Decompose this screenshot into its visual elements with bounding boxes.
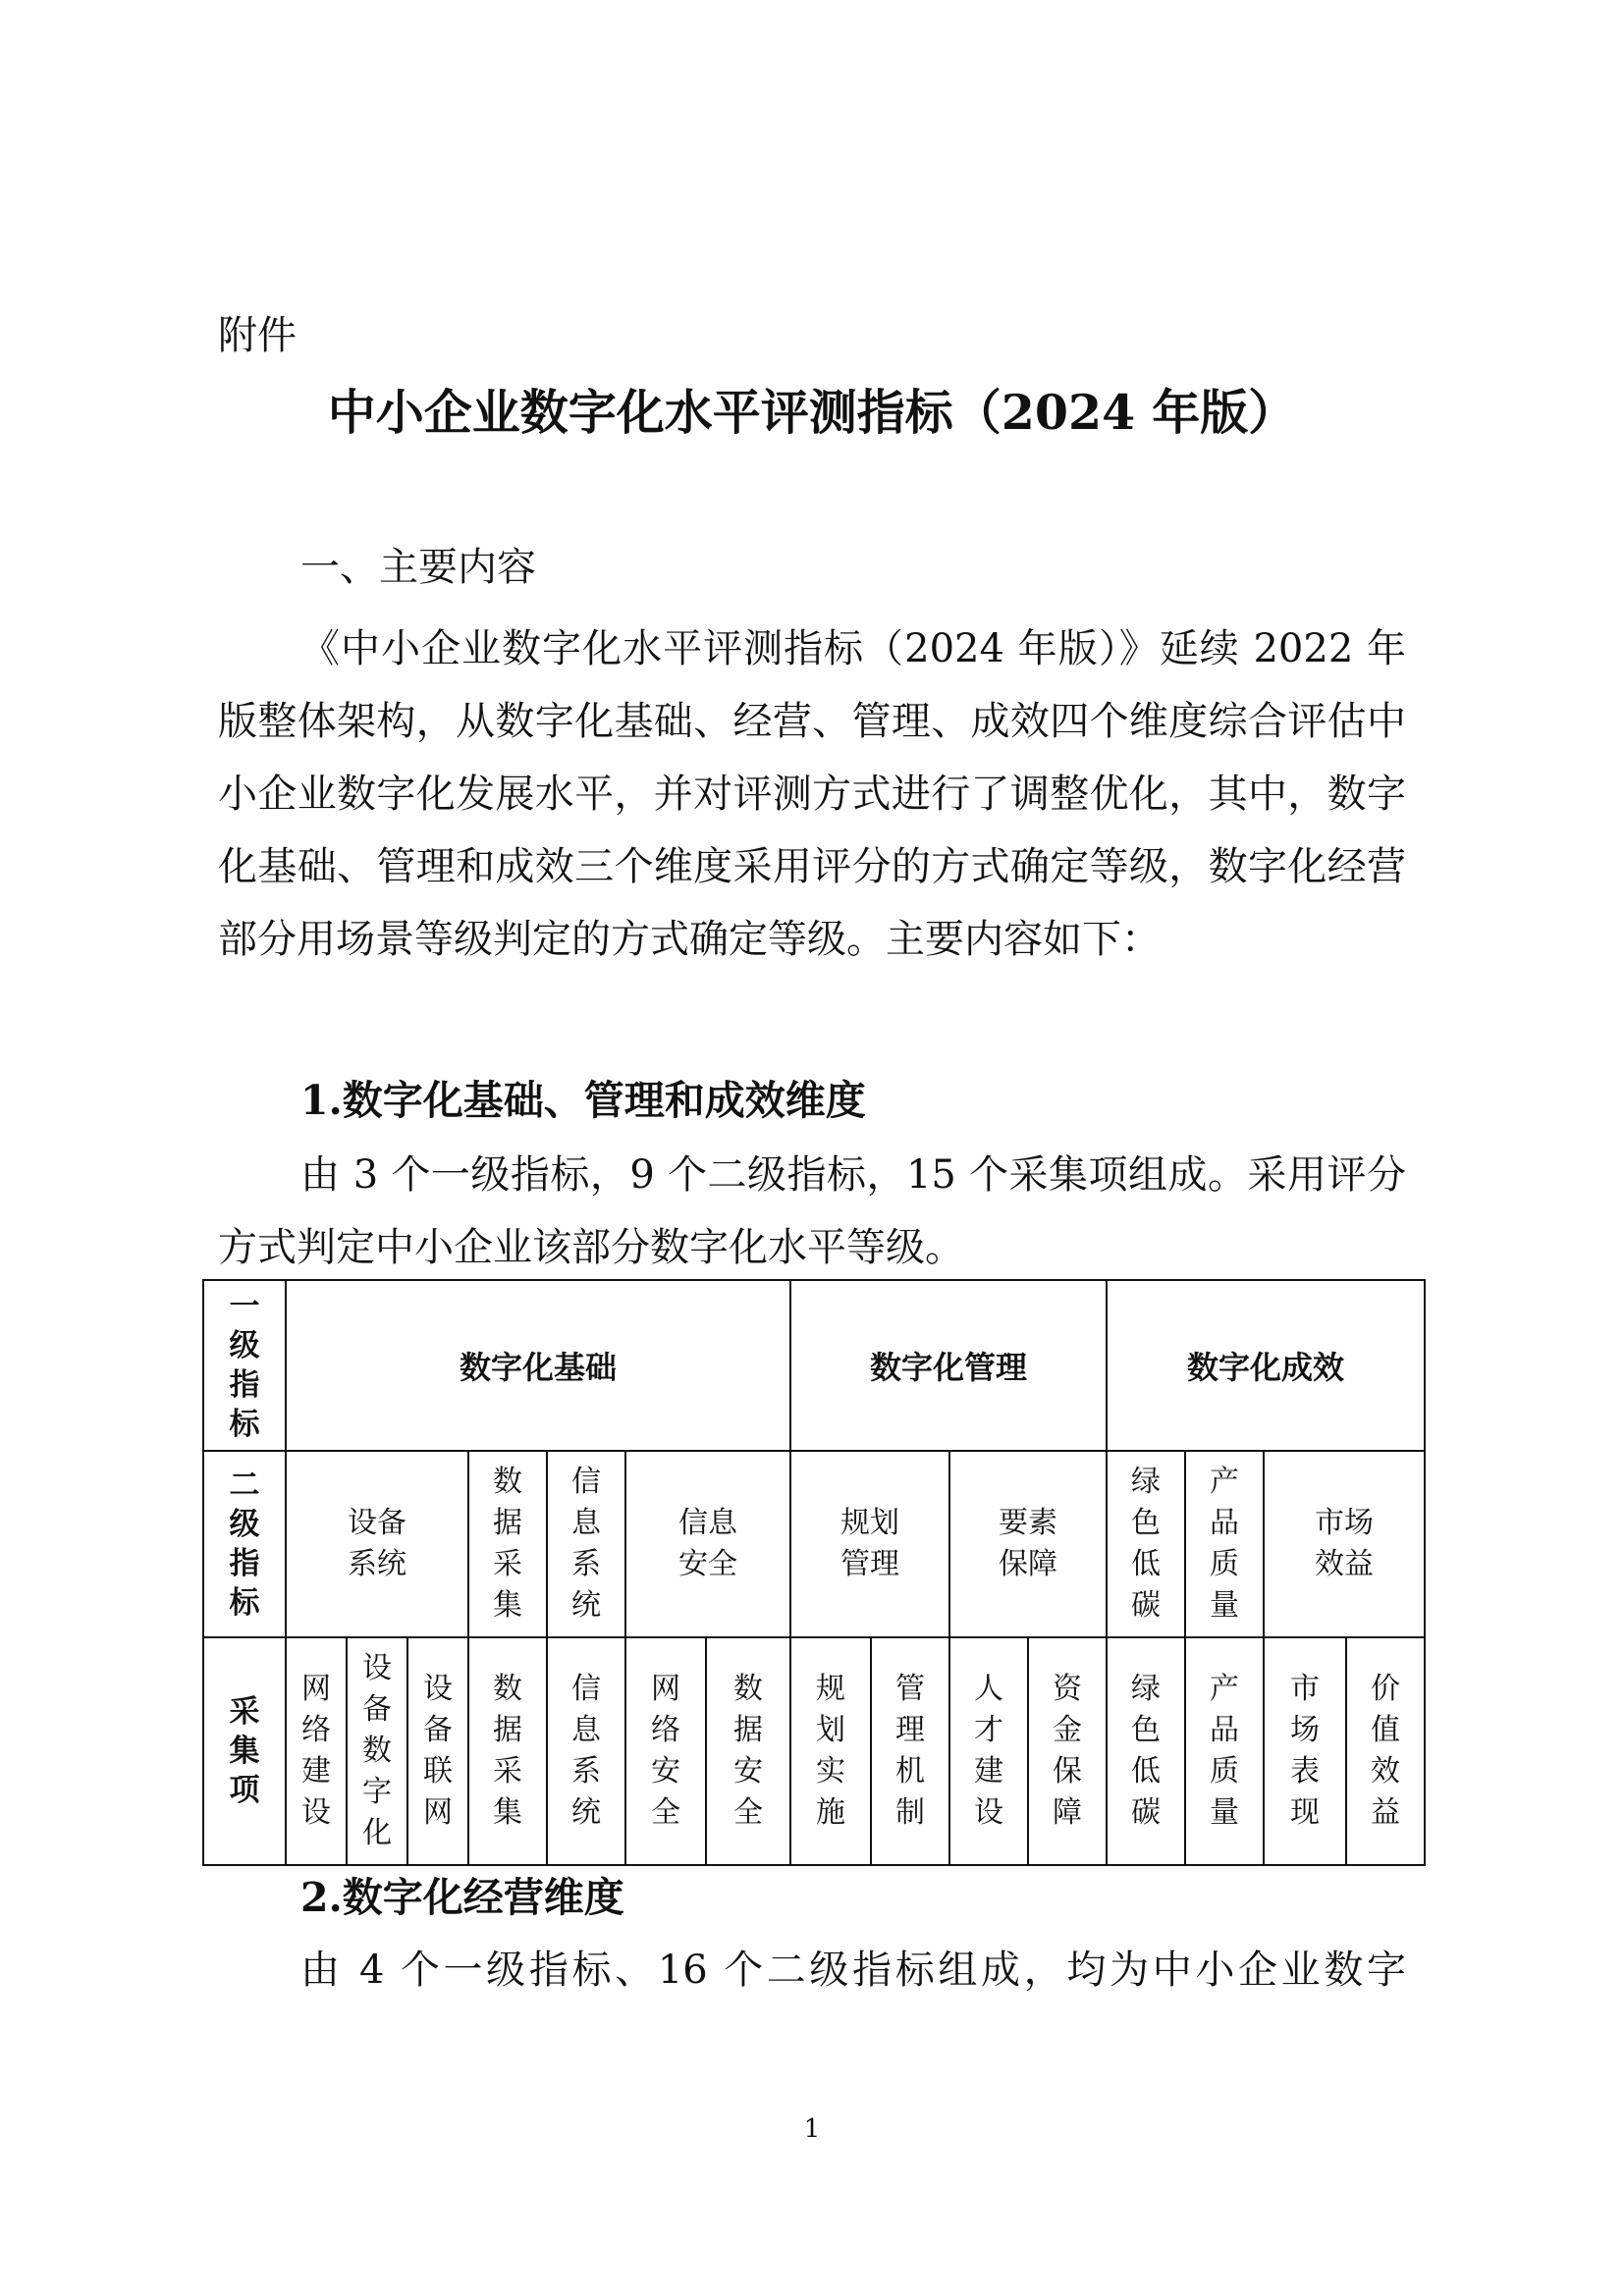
row-label-level2: 二级指标 (203, 1451, 286, 1637)
level2-cell: 信息系统 (547, 1451, 625, 1637)
level2-cell: 规划管理 (790, 1451, 949, 1637)
level2-cell: 绿色低碳 (1107, 1451, 1185, 1637)
level1-cell: 数字化成效 (1107, 1280, 1425, 1451)
item-cell: 管理机制 (871, 1637, 949, 1865)
item-cell: 设备数字化 (347, 1637, 407, 1865)
item-cell: 价值效益 (1346, 1637, 1425, 1865)
item-cell: 数据安全 (706, 1637, 790, 1865)
indicator-table (202, 1279, 1426, 1866)
subsection-heading-1: 1.数字化基础、管理和成效维度 (300, 1077, 866, 1124)
level2-cell: 设备系统 (286, 1451, 468, 1637)
item-cell: 设备联网 (407, 1637, 468, 1865)
row-label-items: 采集项 (203, 1637, 286, 1865)
item-cell: 人才建设 (949, 1637, 1028, 1865)
document-title: 中小企业数字化水平评测指标（2024 年版） (327, 384, 1297, 441)
item-cell: 产品质量 (1185, 1637, 1264, 1865)
level2-cell: 信息安全 (625, 1451, 790, 1637)
item-cell: 网络建设 (286, 1637, 347, 1865)
attachment-label: 附件 (218, 313, 297, 358)
subsection-paragraph-1: 由 3 个一级指标，9 个二级指标，15 个采集项组成。采用评分方式判定中小企业该部分数字化水平等级。 (218, 1152, 1406, 1270)
row-label-level1: 一级指标 (203, 1280, 286, 1451)
item-cell: 资金保障 (1028, 1637, 1107, 1865)
level2-cell: 数据采集 (468, 1451, 547, 1637)
item-cell: 规划实施 (790, 1637, 871, 1865)
section-heading: 一、主要内容 (300, 545, 536, 590)
level2-cell: 要素保障 (949, 1451, 1107, 1637)
item-cell: 数据采集 (468, 1637, 547, 1865)
level2-cell: 产品质量 (1185, 1451, 1264, 1637)
level2-cell: 市场效益 (1264, 1451, 1425, 1637)
item-cell: 网络安全 (625, 1637, 706, 1865)
item-cell: 市场表现 (1264, 1637, 1346, 1865)
page-number: 1 (803, 2114, 821, 2144)
subsection-paragraph-2: 由 4 个一级指标、16 个二级指标组成，均为中小企业数字 (300, 1948, 1406, 1993)
item-cell: 信息系统 (547, 1637, 625, 1865)
intro-paragraph: 《中小企业数字化水平评测指标（2024 年版）》延续 2022 年版整体架构，从数字化基础、经营、管理、成效四个维度综合评估中小企业数字化发展水平，并对评测方式进行了调整优化，其中，数字化基础、管理和成效三个维度采用评分的方式确定等级，数字化经营部分用场景等级判定的方式确定等级。主要内容如下： (218, 626, 1406, 962)
level1-cell: 数字化管理 (790, 1280, 1107, 1451)
subsection-heading-2: 2.数字化经营维度 (300, 1874, 624, 1921)
level1-cell: 数字化基础 (286, 1280, 790, 1451)
item-cell: 绿色低碳 (1107, 1637, 1185, 1865)
